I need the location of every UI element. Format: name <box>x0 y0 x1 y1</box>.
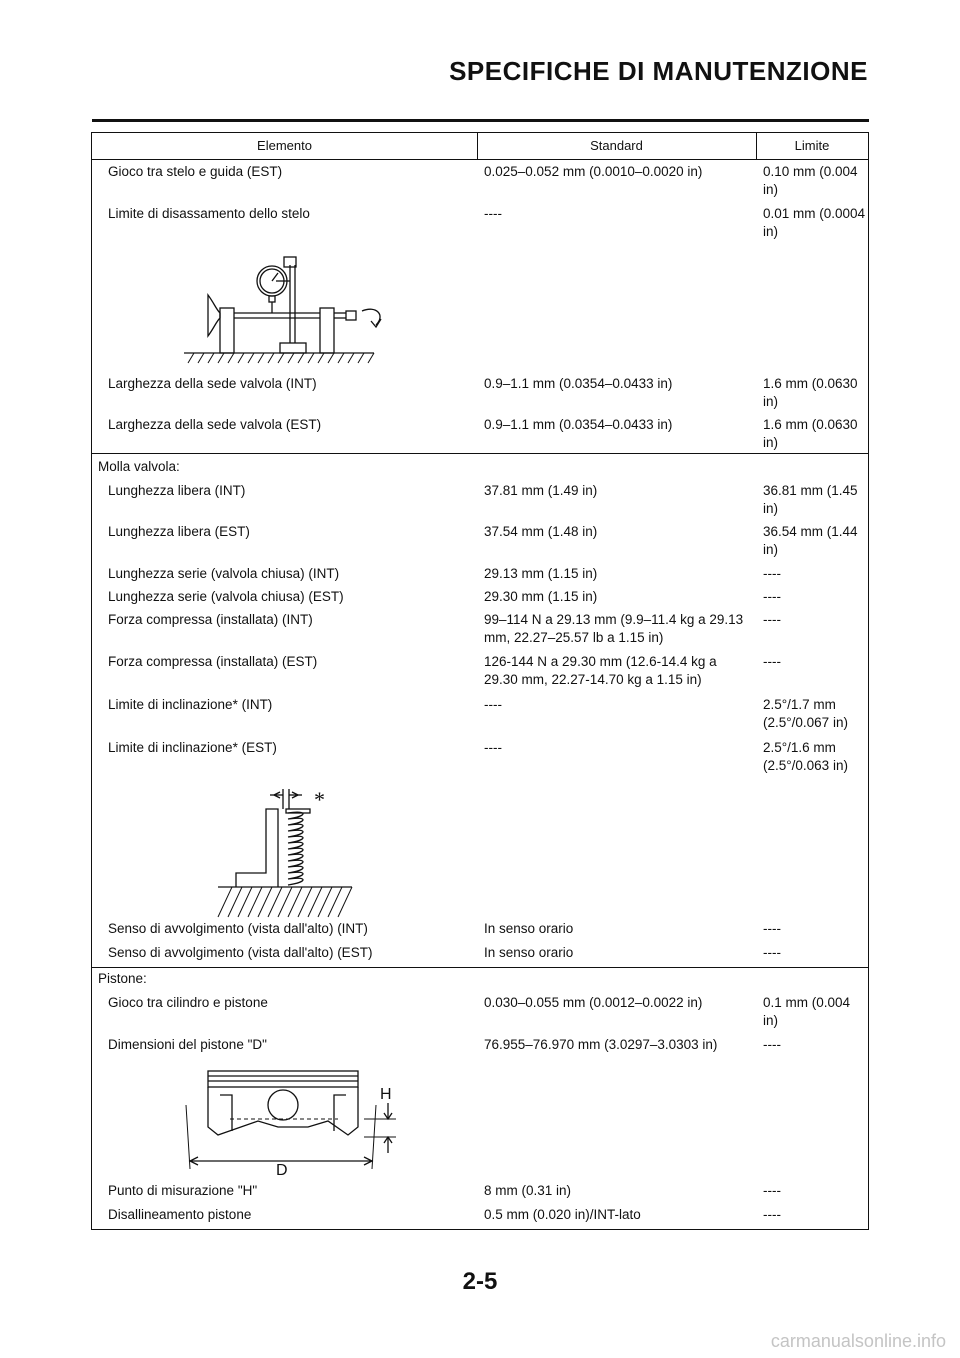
section-title-molla-valvola: Molla valvola: <box>98 459 180 474</box>
watermark: carmanualsonline.info <box>770 1331 946 1351</box>
title-divider <box>92 119 869 122</box>
page-title: SPECIFICHE DI MANUTENZIONE <box>449 56 868 86</box>
row-limit: 36.81 mm (1.45 in) <box>763 483 858 516</box>
row-standard: 0.5 mm (0.020 in)/INT-lato <box>484 1207 641 1222</box>
row-limit: ---- <box>763 1183 781 1198</box>
row-item: Larghezza della sede valvola (INT) <box>108 376 317 391</box>
section-divider <box>92 967 868 968</box>
section-title-pistone: Pistone: <box>98 971 147 986</box>
row-standard: 126-144 N a 29.30 mm (12.6-14.4 kg a 29.30 mm, 22.27-14.70 kg a 1.15 in) <box>484 654 717 687</box>
column-header-elemento: Elemento <box>257 138 312 153</box>
row-standard: 29.13 mm (1.15 in) <box>484 566 598 581</box>
row-item: Gioco tra stelo e guida (EST) <box>108 164 283 179</box>
row-item: Dimensioni del pistone "D" <box>108 1037 267 1052</box>
row-item: Forza compressa (installata) (EST) <box>108 654 318 669</box>
piston-h-label: H <box>380 1086 392 1103</box>
row-limit: ---- <box>763 612 781 627</box>
row-item: Lunghezza serie (valvola chiusa) (INT) <box>108 566 340 581</box>
row-standard: 99–114 N a 29.13 mm (9.9–11.4 kg a 29.13 mm, 22.27–25.57 lb a 1.15 in) <box>484 612 744 645</box>
row-standard: 0.9–1.1 mm (0.0354–0.0433 in) <box>484 376 673 391</box>
row-item: Senso di avvolgimento (vista dall'alto) (EST) <box>108 945 373 960</box>
row-standard: 0.030–0.055 mm (0.0012–0.0022 in) <box>484 995 703 1010</box>
row-item: Lunghezza libera (EST) <box>108 524 250 539</box>
row-item: Punto di misurazione "H" <box>108 1183 258 1198</box>
spec-table <box>91 132 869 1230</box>
row-standard: 37.81 mm (1.49 in) <box>484 483 598 498</box>
row-standard: 8 mm (0.31 in) <box>484 1183 572 1198</box>
row-standard: In senso orario <box>484 945 574 960</box>
row-standard: 37.54 mm (1.48 in) <box>484 524 598 539</box>
row-limit: 2.5°/1.6 mm (2.5°/0.063 in) <box>763 740 848 773</box>
column-header-limite: Limite <box>794 138 830 153</box>
spring-tilt-asterisk: * <box>314 787 325 812</box>
row-limit: ---- <box>763 654 781 669</box>
row-limit: ---- <box>763 1037 781 1052</box>
row-standard: ---- <box>484 697 502 712</box>
row-standard: 29.30 mm (1.15 in) <box>484 589 598 604</box>
row-standard: ---- <box>484 740 502 755</box>
row-limit: ---- <box>763 589 781 604</box>
row-item: Limite di inclinazione* (EST) <box>108 740 277 755</box>
piston-figure <box>178 1065 408 1177</box>
row-item: Forza compressa (installata) (INT) <box>108 612 313 627</box>
row-standard: 76.955–76.970 mm (3.0297–3.0303 in) <box>484 1037 718 1052</box>
column-header-standard: Standard <box>590 138 643 153</box>
header-divider <box>92 159 868 160</box>
piston-d-label: D <box>276 1162 288 1177</box>
row-limit: ---- <box>763 1207 781 1222</box>
row-item: Gioco tra cilindro e pistone <box>108 995 268 1010</box>
row-item: Larghezza della sede valvola (EST) <box>108 417 322 432</box>
row-item: Limite di disassamento dello stelo <box>108 206 310 221</box>
page-number: 2-5 <box>462 1268 498 1295</box>
row-item: Lunghezza serie (valvola chiusa) (EST) <box>108 589 344 604</box>
row-item: Lunghezza libera (INT) <box>108 483 246 498</box>
row-limit: ---- <box>763 566 781 581</box>
row-standard: 0.025–0.052 mm (0.0010–0.0020 in) <box>484 164 703 179</box>
row-limit: ---- <box>763 921 781 936</box>
row-standard: 0.9–1.1 mm (0.0354–0.0433 in) <box>484 417 673 432</box>
row-limit: 1.6 mm (0.0630 in) <box>763 376 858 409</box>
row-standard: In senso orario <box>484 921 574 936</box>
row-limit: 0.01 mm (0.0004 in) <box>763 206 866 239</box>
row-item: Limite di inclinazione* (INT) <box>108 697 273 712</box>
valve-runout-figure <box>180 251 480 369</box>
row-item: Disallineamento pistone <box>108 1207 252 1222</box>
row-limit: 0.1 mm (0.004 in) <box>763 995 851 1028</box>
row-limit: 1.6 mm (0.0630 in) <box>763 417 858 450</box>
row-limit: ---- <box>763 945 781 960</box>
section-divider <box>92 453 868 454</box>
row-item: Senso di avvolgimento (vista dall'alto) (INT) <box>108 921 368 936</box>
row-standard: ---- <box>484 206 502 221</box>
row-limit: 0.10 mm (0.004 in) <box>763 164 858 197</box>
row-limit: 2.5°/1.7 mm (2.5°/0.067 in) <box>763 697 848 730</box>
spring-tilt-figure <box>210 783 370 919</box>
row-limit: 36.54 mm (1.44 in) <box>763 524 858 557</box>
